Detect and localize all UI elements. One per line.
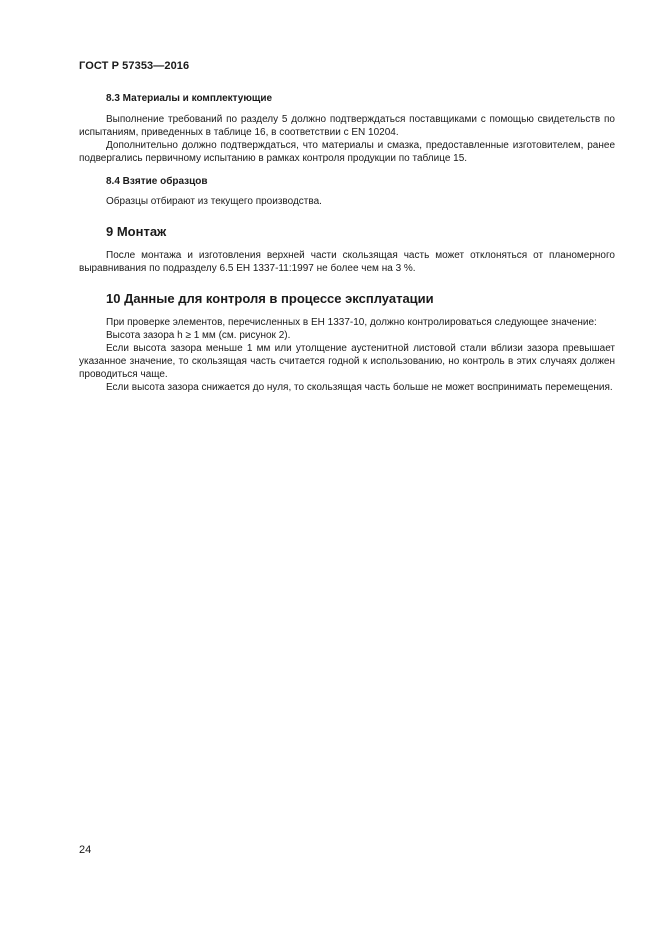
section-10-paragraph: При проверке элементов, перечисленных в ЕН 1337-10, должно контролироваться следующее значение: [106,317,597,328]
page-number: 24 [79,844,92,856]
section-8-3-heading: 8.3 Материалы и комплектующие [106,93,273,104]
section-8-4-heading: 8.4 Взятие образцов [106,176,208,187]
section-9-heading: 9 Монтаж [106,224,167,239]
section-8-3-paragraph: Выполнение требований по разделу 5 должно подтверждаться поставщиками с помощью свидетельств по испытаниям, приведенных в таблице 16, в соответствии с EN 10204. [79,114,615,138]
section-10-heading: 10 Данные для контроля в процессе эксплуатации [106,291,434,306]
section-9-paragraph: После монтажа и изготовления верхней части скользящая часть может отклоняться от планомерного выравнивания по подразделу 6.5 ЕН 1337-11:1997 не более чем на 3 %. [79,250,615,274]
section-8-4-paragraph: Образцы отбирают из текущего производства. [106,196,322,207]
section-10-paragraph: Если высота зазора меньше 1 мм или утолщение аустенитной листовой стали вблизи зазора превышает указанное значение, то скользящая часть считается годной к использованию, но контроль в этих случаях должен проводиться чаще. [79,343,615,380]
section-8-3-paragraph: Дополнительно должно подтверждаться, что материалы и смазка, предоставленные изготовителем, ранее подвергались первичному испытанию в рамках контроля продукции по таблице 15. [79,140,615,164]
section-10-paragraph: Высота зазора h ≥ 1 мм (см. рисунок 2). [106,330,291,341]
page-content [79,92,615,394]
document-header-id: ГОСТ Р 57353—2016 [79,60,190,72]
section-10-paragraph: Если высота зазора снижается до нуля, то скользящая часть больше не может воспринимать перемещения. [106,382,613,393]
